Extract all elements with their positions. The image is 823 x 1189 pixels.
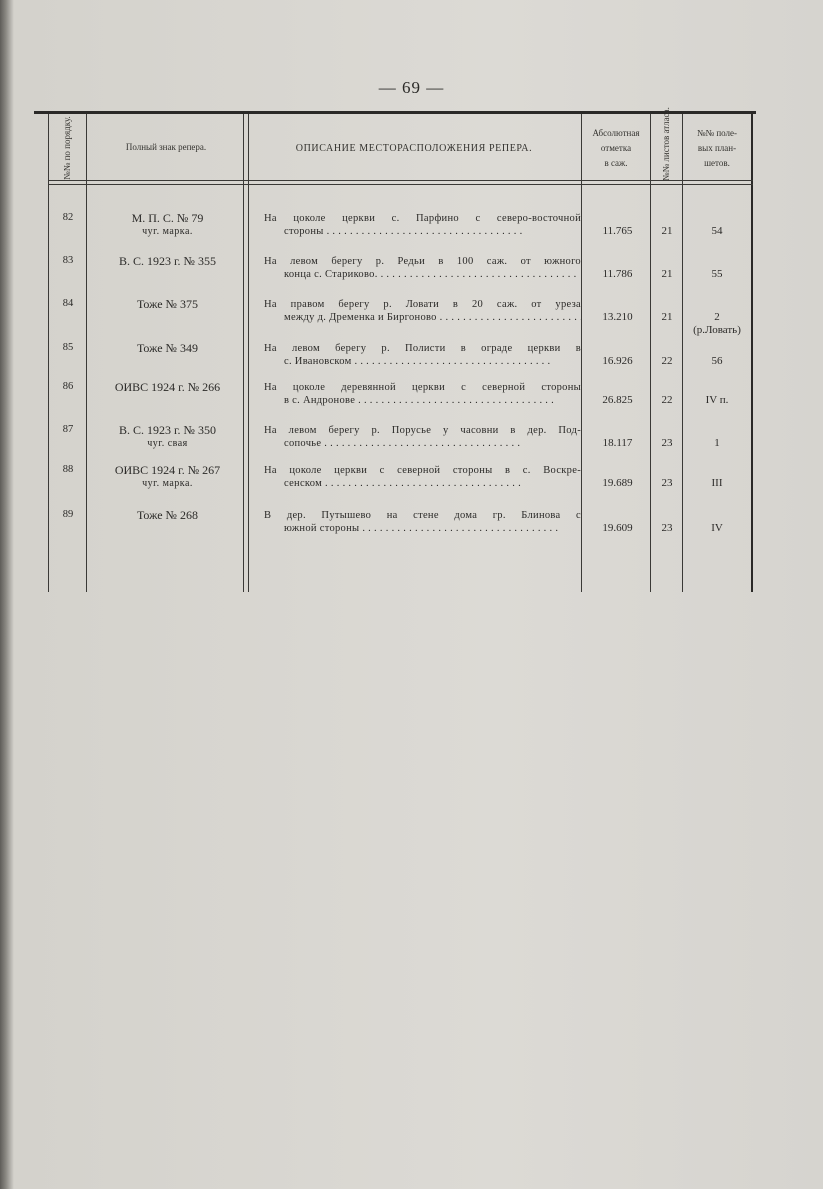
row-number: 83 — [62, 255, 74, 266]
page-number: — 69 — — [378, 78, 445, 97]
benchmark-sign — [90, 298, 245, 311]
absolute-altitude: 11.765 — [602, 225, 633, 237]
benchmark-sign — [90, 255, 245, 268]
absolute-altitude: 19.609 — [602, 522, 633, 534]
description-line2-text: между д. Дременка и Биргоново — [284, 312, 437, 323]
column-divider — [650, 114, 651, 592]
description-line1: На цоколе церкви с северной стороны в с. Воскре- — [264, 465, 581, 476]
description-line2 — [264, 355, 581, 368]
header-rule — [48, 180, 753, 185]
column-divider — [86, 114, 87, 592]
location-description — [264, 342, 581, 368]
row-number: 84 — [62, 298, 74, 309]
benchmark-sign-line1: Тоже № 375 — [136, 297, 199, 311]
benchmark-sign-line1: Тоже № 349 — [136, 341, 199, 355]
benchmark-sign — [90, 509, 245, 522]
description-line1: На левом берегу р. Порусье у часовни в дер. Под- — [264, 425, 581, 436]
field-plan-number — [683, 437, 751, 450]
field-plan-number — [683, 268, 751, 281]
atlas-sheet-number: 23 — [661, 477, 673, 489]
field-plan-line1: IV п. — [705, 394, 729, 406]
field-plan-number — [683, 225, 751, 238]
header-num: №№ по порядку. — [62, 116, 72, 180]
location-description — [264, 212, 581, 238]
atlas-sheet-number: 23 — [661, 437, 673, 449]
atlas-sheet-number: 22 — [661, 355, 673, 367]
benchmark-sign — [90, 342, 245, 355]
field-plan-number — [683, 394, 751, 407]
field-plan-number — [683, 522, 751, 535]
row-number: 86 — [62, 381, 74, 392]
location-description — [264, 464, 581, 490]
header-altitude-line3: в саж. — [604, 158, 628, 168]
absolute-altitude: 11.786 — [602, 268, 633, 280]
benchmark-sign — [90, 424, 245, 450]
benchmark-sign-line1: В. С. 1923 г. № 350 — [118, 423, 217, 437]
location-description — [264, 509, 581, 535]
description-line2 — [264, 522, 581, 535]
column-divider — [48, 114, 49, 592]
description-line2 — [264, 437, 581, 450]
benchmark-sign — [90, 212, 245, 238]
field-plan-line2: (р.Ловать) — [693, 324, 741, 336]
table-top-rule — [34, 111, 756, 114]
column-divider — [682, 114, 683, 592]
description-line2 — [264, 268, 581, 281]
absolute-altitude: 26.825 — [602, 394, 633, 406]
absolute-altitude: 18.117 — [602, 437, 633, 449]
description-line2-text: сопочье — [284, 438, 322, 449]
location-description — [264, 298, 581, 324]
field-plan-line1: 1 — [714, 437, 720, 449]
row-number: 88 — [62, 464, 74, 475]
description-line2-text: в с. Андронове — [284, 395, 356, 406]
header-plan-line2: вых план- — [697, 143, 737, 153]
atlas-sheet-number: 21 — [661, 268, 673, 280]
header-sign: Полный знак репера. — [125, 142, 207, 152]
field-plan-number — [683, 477, 751, 490]
row-number: 87 — [62, 424, 74, 435]
absolute-altitude: 16.926 — [602, 355, 633, 367]
header-altitude — [583, 128, 649, 169]
location-description — [264, 255, 581, 281]
location-description — [264, 381, 581, 407]
header-altitude-line1: Абсолютная — [592, 128, 640, 138]
description-line1: В дер. Путышево на стене дома гр. Блинова с — [264, 510, 581, 521]
header-description: ОПИСАНИЕ МЕСТОРАСПОЛОЖЕНИЯ РЕПЕРА. — [295, 143, 533, 154]
description-line1: На цоколе деревянной церкви с северной стороны — [264, 382, 581, 393]
description-line1: На левом берегу р. Редьи в 100 саж. от южного — [264, 256, 581, 267]
field-plan-line1: 55 — [711, 268, 723, 280]
field-plan-number — [683, 355, 751, 368]
field-plan-line1: 54 — [711, 225, 723, 237]
atlas-sheet-number: 23 — [661, 522, 673, 534]
benchmark-sign-line1: В. С. 1923 г. № 355 — [118, 254, 217, 268]
description-line2-text: с. Ивановском — [284, 356, 352, 367]
absolute-altitude: 13.210 — [602, 311, 633, 323]
atlas-sheet-number: 21 — [661, 225, 673, 237]
description-line2 — [264, 311, 581, 324]
row-number: 85 — [62, 342, 74, 353]
row-number: 89 — [62, 509, 74, 520]
header-altitude-line2: отметка — [600, 143, 632, 153]
field-plan-line1: IV — [711, 522, 723, 534]
location-description — [264, 424, 581, 450]
benchmark-sign-line2: чуг. свая — [147, 438, 188, 449]
row-number: 82 — [62, 212, 74, 223]
description-line2 — [264, 225, 581, 238]
header-sheet: №№ листов атласа. — [661, 107, 671, 181]
absolute-altitude: 19.689 — [602, 477, 633, 489]
description-line2 — [264, 394, 581, 407]
field-plan-number — [683, 311, 751, 337]
field-plan-line1: 56 — [711, 355, 723, 367]
benchmark-sign-line1: М. П. С. № 79 — [131, 211, 204, 225]
description-line1: На правом берегу р. Ловати в 20 саж. от уреза — [264, 299, 581, 310]
header-plan — [684, 128, 750, 169]
benchmark-sign-line2: чуг. марка. — [142, 478, 193, 489]
description-line1: На цоколе церкви с. Парфино с северо-восточной — [264, 213, 581, 224]
benchmark-sign-line1: Тоже № 268 — [136, 508, 199, 522]
atlas-sheet-number: 21 — [661, 311, 673, 323]
field-plan-line1: 2 — [714, 311, 720, 323]
description-line2-text: конца с. Стариково. — [284, 269, 378, 280]
description-line2-text: сенском — [284, 478, 323, 489]
benchmark-sign-line2: чуг. марка. — [142, 226, 193, 237]
header-plan-line1: №№ поле- — [696, 128, 738, 138]
description-line2 — [264, 477, 581, 490]
column-divider — [581, 114, 582, 592]
benchmark-sign-line1: ОИВС 1924 г. № 267 — [114, 463, 221, 477]
description-line2-text: южной стороны — [284, 523, 360, 534]
atlas-sheet-number: 22 — [661, 394, 673, 406]
field-plan-line1: III — [711, 477, 723, 489]
benchmark-sign — [90, 464, 245, 490]
description-line2-text: стороны — [284, 226, 324, 237]
benchmark-sign-line1: ОИВС 1924 г. № 266 — [114, 380, 221, 394]
description-line1: На левом берегу р. Полисти в ограде церкви в — [264, 343, 581, 354]
benchmark-sign — [90, 381, 245, 394]
header-plan-line3: шетов. — [704, 158, 730, 168]
column-divider — [751, 114, 753, 592]
